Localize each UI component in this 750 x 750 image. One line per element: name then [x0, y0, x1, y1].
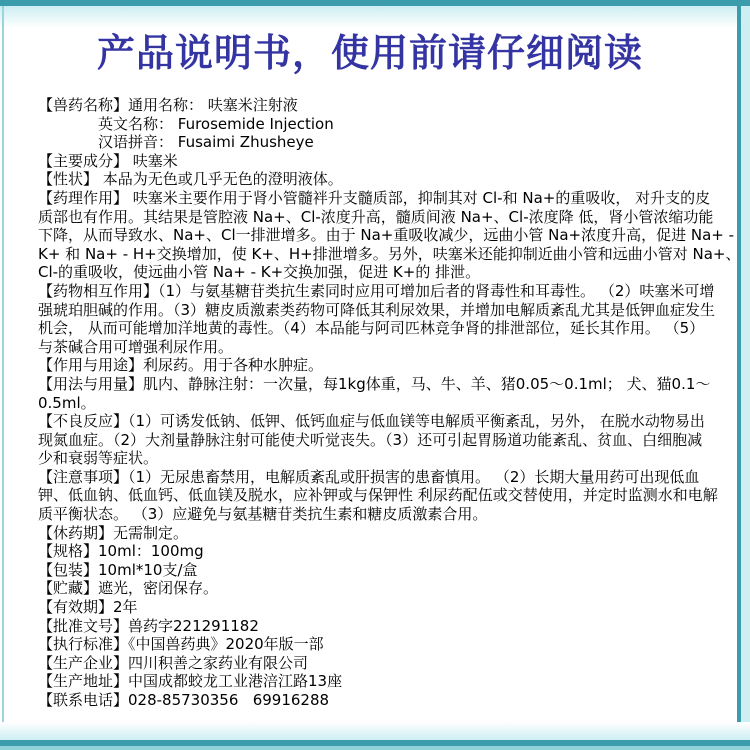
document-line: 【联系电话】028-85730356 69916288 — [38, 691, 330, 709]
bottom-gradient — [0, 722, 750, 740]
document-line: 强琥珀胆碱的作用。（3）糖皮质激素类药物可降低其利尿效果，并增加电解质紊乱尤其是低钾血症发生 — [38, 300, 716, 319]
top-gradient — [0, 6, 750, 28]
document-line: 【生产地址】中国成都蛟龙工业港涪江路13座 — [38, 672, 343, 691]
document-line: 机会， 从而可能增加洋地黄的毒性。（4）本品能与阿司匹林竞争肾的排泄部位，延长其作用。 （5） — [38, 319, 705, 338]
document-line: 【性状】 本品为无色或几乎无色的澄明液体。 — [38, 170, 343, 189]
document-line: 【执行标准】《中国兽药典》2020年版一部 — [38, 635, 324, 654]
document-line: 质平衡状态。 （3）应避免与氨基糖苷类抗生素和糖皮质激素合用。 — [38, 505, 488, 524]
document-line: Cl-的重吸收，使远曲小管 Na+ - K+交换加强，促进 K+的 排泄。 — [38, 263, 481, 282]
document-line: 【包装】10ml*10支/盒 — [38, 560, 198, 579]
document-line: 与茶碱合用可增强利尿作用。 — [38, 337, 234, 356]
document-line: 【兽药名称】通用名称： 呋塞米注射液 — [38, 96, 298, 114]
document-line: K+ 和 Na+ - H+交换增加，使 K+、H+排泄增多。另外，呋塞米还能抑制近曲小管和远曲小管对 Na+、 — [38, 244, 741, 263]
document-line: 【用法与用量】肌内、静脉注射：一次量，每1kg体重，马、牛、羊、猪0.05～0.1ml； 犬、猫0.1～ — [38, 374, 711, 393]
document-body — [38, 96, 740, 710]
document-line: 【药物相互作用】（1）与氨基糖苷类抗生素同时应用可增加后者的肾毒性和耳毒性。 （2）呋塞米可增 — [38, 281, 715, 300]
page-title: 产品说明书，使用前请仔细阅读 — [96, 31, 643, 75]
document-line: 【休药期】无需制定。 — [38, 523, 189, 542]
document-line: 【主要成分】 呋塞米 — [38, 151, 178, 170]
document-line: 【有效期】2年 — [38, 598, 138, 617]
document-line: 少和衰弱等症状。 — [38, 449, 159, 468]
document-line: 汉语拼音： Fusaimi Zhusheye — [38, 133, 314, 152]
document-line: 下降，从而导致水、Na+、Cl一排泄增多。由于 Na+重吸收减少，远曲小管 Na+浓度升高，促进 Na+ - — [38, 226, 735, 245]
document-line: 钾、低血钠、低血钙、低血镁及脱水，应补钾或与保钾性 利尿药配伍或交替使用，并定时监测水和电解 — [38, 486, 718, 505]
document-line: 【不良反应】（1）可诱发低钠、低钾、低钙血症与低血镁等电解质平衡紊乱，另外， 在脱水动物易出 — [38, 412, 705, 431]
document-line: 【批准文号】兽药字221291182 — [38, 616, 259, 635]
document-line: 【生产企业】四川积善之家药业有限公司 — [38, 653, 309, 672]
right-edge-band — [741, 6, 750, 750]
document-line: 【药理作用】 呋塞米主要作用于肾小管髓袢升支髓质部，抑制其对 Cl-和 Na+的重吸收， 对升支的皮 — [38, 188, 711, 207]
document-line: 英文名称： Furosemide Injection — [38, 114, 334, 133]
document-line: 【规格】10ml：100mg — [38, 542, 204, 561]
left-border-line — [2, 6, 4, 744]
document-line: 0.5ml。 — [38, 393, 96, 412]
document-line: 质部也有作用。其结果是管腔液 Na+、Cl-浓度升高，髓质间液 Na+、Cl-浓度降 低，肾小管浓缩功能 — [38, 207, 714, 226]
document-line: 【贮藏】遮光，密闭保存。 — [38, 579, 219, 598]
document-line: 【作用与用途】利尿药。用于各种水肿症。 — [38, 356, 324, 375]
document-line: 【注意事项】（1）无尿患畜禁用，电解质紊乱或肝损害的患畜慎用。 （2）长期大量用药可出现低血 — [38, 467, 700, 486]
document-line: 现氮血症。（2）大剂量静脉注射可能使犬听觉丧失。（3）还可引起胃肠道功能紊乱、贫血、白细胞减 — [38, 430, 703, 449]
bottom-edge-band — [0, 746, 750, 750]
